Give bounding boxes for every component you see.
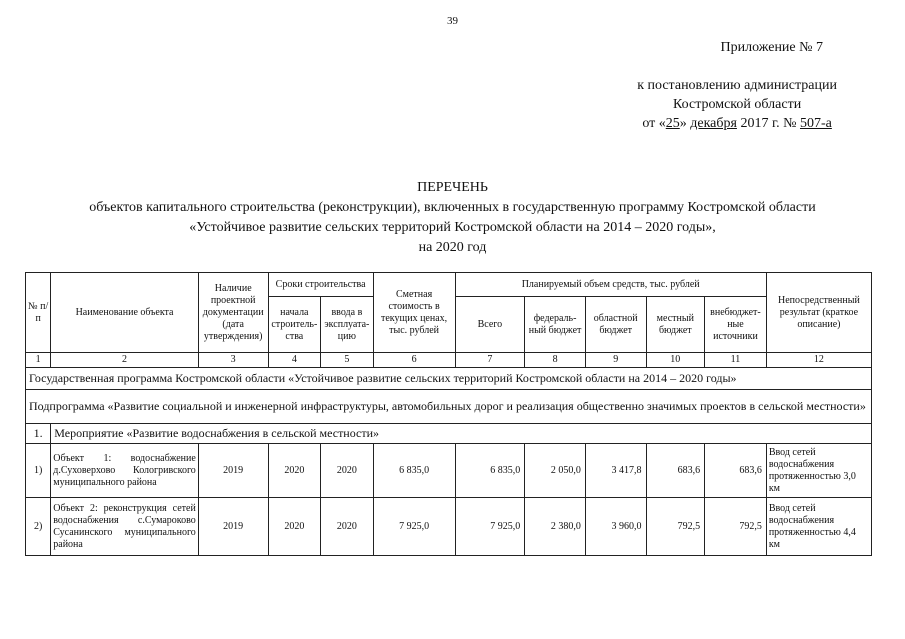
decree-year: 2017 г. № (736, 116, 800, 131)
col-number: 9 (585, 353, 646, 368)
decree-line-3 (637, 114, 837, 133)
row-docs: 2019 (198, 498, 268, 556)
decree-prefix: от « (642, 116, 666, 131)
header-result: Непосредственный результат (краткое описание) (766, 273, 871, 353)
program-row (26, 368, 872, 390)
header-planned: Планируемый объем средств, тыс. рублей (455, 273, 766, 297)
row-cost: 6 835,0 (373, 444, 455, 498)
decree-month: декабря (690, 116, 737, 131)
col-number: 6 (373, 353, 455, 368)
row-result: Ввод сетей водоснабжения протяженностью 4,4 км (766, 498, 871, 556)
col-number: 4 (268, 353, 321, 368)
program-title: Государственная программа Костромской области «Устойчивое развитие сельских территорий Костромской области на 2014 – 2020 годы» (26, 368, 872, 390)
appendix-label: Приложение № 7 (720, 40, 823, 55)
page-number: 39 (447, 15, 458, 27)
decree-day: 25 (665, 116, 680, 131)
column-numbers-row (26, 353, 872, 368)
decree-mid: » (679, 116, 691, 131)
measure-title: Мероприятие «Развитие водоснабжения в сельской местности» (51, 424, 872, 444)
row-local: 792,5 (646, 498, 705, 556)
header-docs: Наличие проектной документации (дата утверждения) (198, 273, 268, 353)
header-cost: Сметная стоимость в текущих ценах, тыс. рублей (373, 273, 455, 353)
row-object-name: Объект 2: реконструкция сетей водоснабжения с.Сумароково Сусанинского муниципального района (51, 498, 199, 556)
title-line-4: на 2020 год (418, 240, 487, 255)
col-number: 2 (51, 353, 199, 368)
row-num: 2) (26, 498, 51, 556)
table-row (26, 498, 872, 556)
decree-number: 507-а (799, 116, 832, 131)
row-total: 7 925,0 (455, 498, 525, 556)
header-regional: областной бюджет (585, 297, 646, 353)
row-commission: 2020 (321, 498, 374, 556)
col-number: 3 (198, 353, 268, 368)
row-object-name: Объект 1: водоснабжение д.Суховерхово Кологривского муниципального района (51, 444, 199, 498)
row-regional: 3 417,8 (585, 444, 646, 498)
row-regional: 3 960,0 (585, 498, 646, 556)
row-cost: 7 925,0 (373, 498, 455, 556)
header-num: № п/п (26, 273, 51, 353)
decree-line-2: Костромской области (673, 97, 802, 112)
decree-reference (637, 76, 837, 133)
row-extra: 792,5 (705, 498, 767, 556)
row-total: 6 835,0 (455, 444, 525, 498)
row-start: 2020 (268, 444, 321, 498)
col-number: 5 (321, 353, 374, 368)
header-federal: федераль-ный бюджет (525, 297, 586, 353)
subprogram-title: Подпрограмма «Развитие социальной и инженерной инфраструктуры, автомобильных дорог и реализация общественно значимых проектов в сельской местности» (26, 390, 872, 424)
header-extra: внебюджет-ные источники (705, 297, 767, 353)
row-start: 2020 (268, 498, 321, 556)
row-federal: 2 380,0 (525, 498, 586, 556)
col-number: 10 (646, 353, 705, 368)
header-name: Наименование объекта (51, 273, 199, 353)
header-total: Всего (455, 297, 525, 353)
row-docs: 2019 (198, 444, 268, 498)
measure-row (26, 424, 872, 444)
measure-num: 1. (26, 424, 51, 444)
col-number: 11 (705, 353, 767, 368)
header-local: местный бюджет (646, 297, 705, 353)
title-line-2: объектов капитального строительства (реконструкции), включенных в государственную программу Костромской области (89, 200, 816, 215)
row-federal: 2 050,0 (525, 444, 586, 498)
col-number: 8 (525, 353, 586, 368)
table-row (26, 444, 872, 498)
row-result: Ввод сетей водоснабжения протяженностью 3,0 км (766, 444, 871, 498)
subprogram-row (26, 390, 872, 424)
header-commission: ввода в эксплуата-цию (321, 297, 374, 353)
col-number: 1 (26, 353, 51, 368)
col-number: 12 (766, 353, 871, 368)
title-line-1: ПЕРЕЧЕНЬ (417, 180, 488, 195)
header-start: начала строитель-ства (268, 297, 321, 353)
row-local: 683,6 (646, 444, 705, 498)
row-num: 1) (26, 444, 51, 498)
title-line-3: «Устойчивое развитие сельских территорий Костромской области на 2014 – 2020 годы», (189, 220, 716, 235)
header-terms: Сроки строительства (268, 273, 373, 297)
row-extra: 683,6 (705, 444, 767, 498)
decree-line-1: к постановлению администрации (637, 78, 837, 93)
row-commission: 2020 (321, 444, 374, 498)
header-row-1 (26, 273, 872, 297)
col-number: 7 (455, 353, 525, 368)
objects-table (25, 272, 872, 556)
document-title (0, 178, 905, 258)
